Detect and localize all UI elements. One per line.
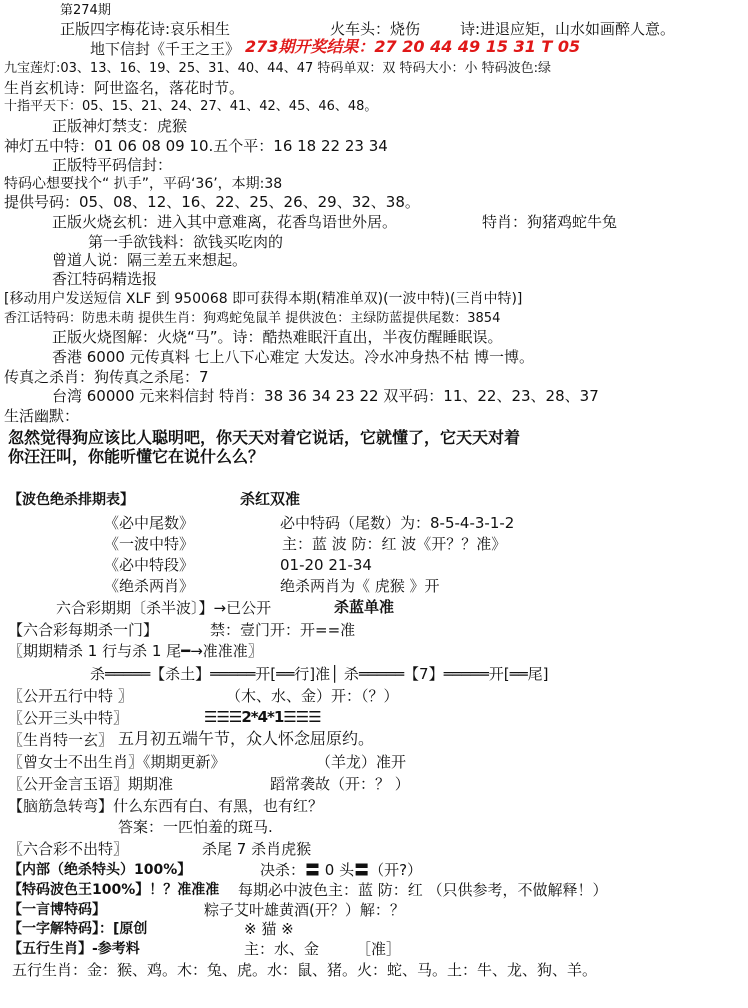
special-range-label: 《必中特段》	[104, 556, 195, 574]
must-tail-value: 必中特码（尾数）为：8-5-4-3-1-2	[280, 514, 515, 532]
five-zodiac-table: 五行生肖：金：猴、鸡。木：兔、虎。水：鼠、猪。火：蛇、马。土：牛、龙、狗、羊。	[12, 961, 598, 979]
issue-number: 第274期	[60, 3, 111, 18]
fax-kill: 传真之杀肖：狗传真之杀尾：7	[4, 368, 209, 386]
fire-mystery: 正版火烧玄机：进入其中意难离，花香鸟语世外居。	[52, 213, 398, 231]
kill-two-label: 《绝杀两肖》	[104, 577, 195, 595]
golden-words-label: 〖公开金言玉语〗期期准	[8, 775, 174, 793]
one-wave-label: 《一波中特》	[104, 535, 195, 553]
must-tail-label: 《必中尾数》	[104, 514, 195, 532]
zodiac-poem: 生肖玄机诗：阿世盗名，落花时节。	[4, 79, 245, 97]
brain-teaser-answer: 答案：一匹怕羞的斑马.	[118, 818, 273, 836]
kill-red-double: 杀红双准	[240, 490, 301, 508]
one-char-label: 【一字解特码】：[原创	[8, 921, 148, 937]
provided-numbers: 提供号码：05、08、12、16、22、25、26、29、32、38。	[4, 193, 420, 211]
zodiac-mystery-label: 〖生肖特一玄〗	[8, 731, 114, 749]
brain-teaser: 【脑筋急转弯】什么东西有白、有黑，也有红？	[8, 797, 324, 815]
five-zodiac-accurate: ［准］	[356, 940, 402, 958]
lamp-forbidden: 正版神灯禁支：虎猴	[52, 117, 188, 135]
golden-words-value: 蹈常袭故（开：？ ）	[270, 775, 410, 793]
not-out-label: 〖六合彩不出特〗	[8, 840, 129, 858]
five-zodiac-label: 【五行生肖】-参考料	[8, 941, 140, 957]
three-head-label: 〖公开三头中特〗	[8, 709, 129, 727]
three-head-value: ☰☰☰2*4*1☰☰☰	[204, 708, 321, 726]
sms-notice: [移动用户发送短信 XLF 到 950068 即可获得本期(精准单双)(一波中特)(三肖中特)]	[4, 291, 523, 307]
humor-title: 生活幽默：	[4, 407, 80, 425]
lamp-five-special: 神灯五中特：01 06 08 09 10.五个平：16 18 22 23 34	[4, 137, 388, 155]
one-word-bet-label: 【一言博特码】	[8, 902, 106, 918]
kill-two-value: 绝杀两肖为《 虎猴 》开	[280, 577, 440, 595]
hk-talk-special: 香江话特码：防患未萌 提供生肖：狗鸡蛇兔鼠羊 提供波色：主绿防蓝提供尾数：3854	[4, 311, 501, 326]
kill-half-wave: 六合彩期期〔杀半波〕】→已公开	[56, 599, 272, 617]
one-char-value: ※ 猫 ※	[244, 920, 294, 938]
five-zodiac-main: 主：水、金	[244, 940, 320, 958]
underground-envelope: 地下信封《千王之王》	[90, 40, 241, 58]
internal-kill-value: 决杀：〓 0 头〓（开?）	[260, 861, 423, 879]
poem-line: 诗:进退应矩，山水如画醉人意。	[460, 20, 676, 38]
hk-fax-material: 香港 6000 元传真料 七上八下心难定 大发达。冷水冲身热不枯 博一博。	[52, 348, 535, 366]
five-element-value: （木、水、金）开：（？）	[226, 687, 399, 705]
one-wave-value: 主：蓝 波 防：红 波《开？？准》	[282, 535, 507, 553]
kill-bar-line: 杀═════【杀土】═════开[══行]准│ 杀═════【7】═════开[══尾]	[90, 665, 549, 683]
fire-diagram: 正版火烧图解：火烧“马”。诗：酷热难眠汗直出，半夜仿醒睡眠误。	[52, 328, 503, 346]
special-thought: 特码心想要找个“ 扒手”，平码‘36’，本期:38	[4, 176, 283, 192]
first-hand-money: 第一手欲钱料：欲钱买吃肉的	[88, 233, 284, 251]
wave-king-value: 每期必中波色主：蓝 防：红 （只供参考，不做解释！）	[238, 881, 608, 899]
one-word-bet-value: 粽子艾叶雄黄酒(开？）解：？	[204, 901, 405, 919]
five-element-label: 〖公开五行中特 〗	[8, 687, 133, 705]
ms-zeng-label: 〖曾女士不出生肖〗《期期更新》	[8, 753, 226, 771]
plum-poem-title: 正版四字梅花诗:哀乐相生	[60, 20, 231, 38]
lottery-result-banner: 273期开奖结果：27 20 44 49 15 31 T 05	[245, 37, 581, 56]
zodiac-mystery-value: 五月初五端午节，众人怀念屈原约。	[118, 729, 375, 748]
special-envelope: 正版特平码信封：	[52, 156, 173, 174]
train-head: 火车头：烧伤	[330, 20, 421, 38]
kill-one-gate: 【六合彩每期杀一门】	[8, 621, 159, 639]
nine-lotus-lamp: 九宝莲灯:03、13、16、19、25、31、40、44、47 特码单双：双 特码大小：小 特码波色:绿	[4, 61, 552, 76]
zeng-says: 曾道人说：隔三差五来想起。	[52, 251, 248, 269]
ms-zeng-value: （羊龙）准开	[316, 753, 407, 771]
wave-kill-title: 【波色绝杀排期表】	[8, 492, 134, 508]
taiwan-material: 台湾 60000 元来料信封 特肖：38 36 34 23 22 双平码：11、22、23、28、37	[52, 387, 599, 405]
ten-fingers-line: 十指平天下：05、15、21、24、27、41、42、45、46、48。	[4, 99, 378, 114]
special-zodiac: 特肖：狗猪鸡蛇牛兔	[482, 213, 618, 231]
humor-line-1: 忽然觉得狗应该比人聪明吧，你天天对着它说话，它就懂了，它天天对着	[8, 428, 521, 447]
hk-selected-report: 香江特码精选报	[52, 270, 158, 288]
wave-king-label: 【特码波色王100%】！？准准准	[8, 882, 220, 898]
kill-row-tail: 〖期期精杀 1 行与杀 1 尾━→准准准〗	[8, 642, 263, 660]
not-out-value: 杀尾 7 杀肖虎猴	[202, 840, 312, 858]
gate-result: 禁：壹门开：开==准	[210, 621, 356, 639]
internal-kill-label: 【内部（绝杀特头）100%】	[8, 862, 192, 878]
kill-blue-single: 杀蓝单准	[334, 598, 395, 616]
humor-line-2: 你汪汪叫，你能听懂它在说什么么？	[8, 447, 265, 466]
special-range-value: 01-20 21-34	[280, 556, 372, 574]
